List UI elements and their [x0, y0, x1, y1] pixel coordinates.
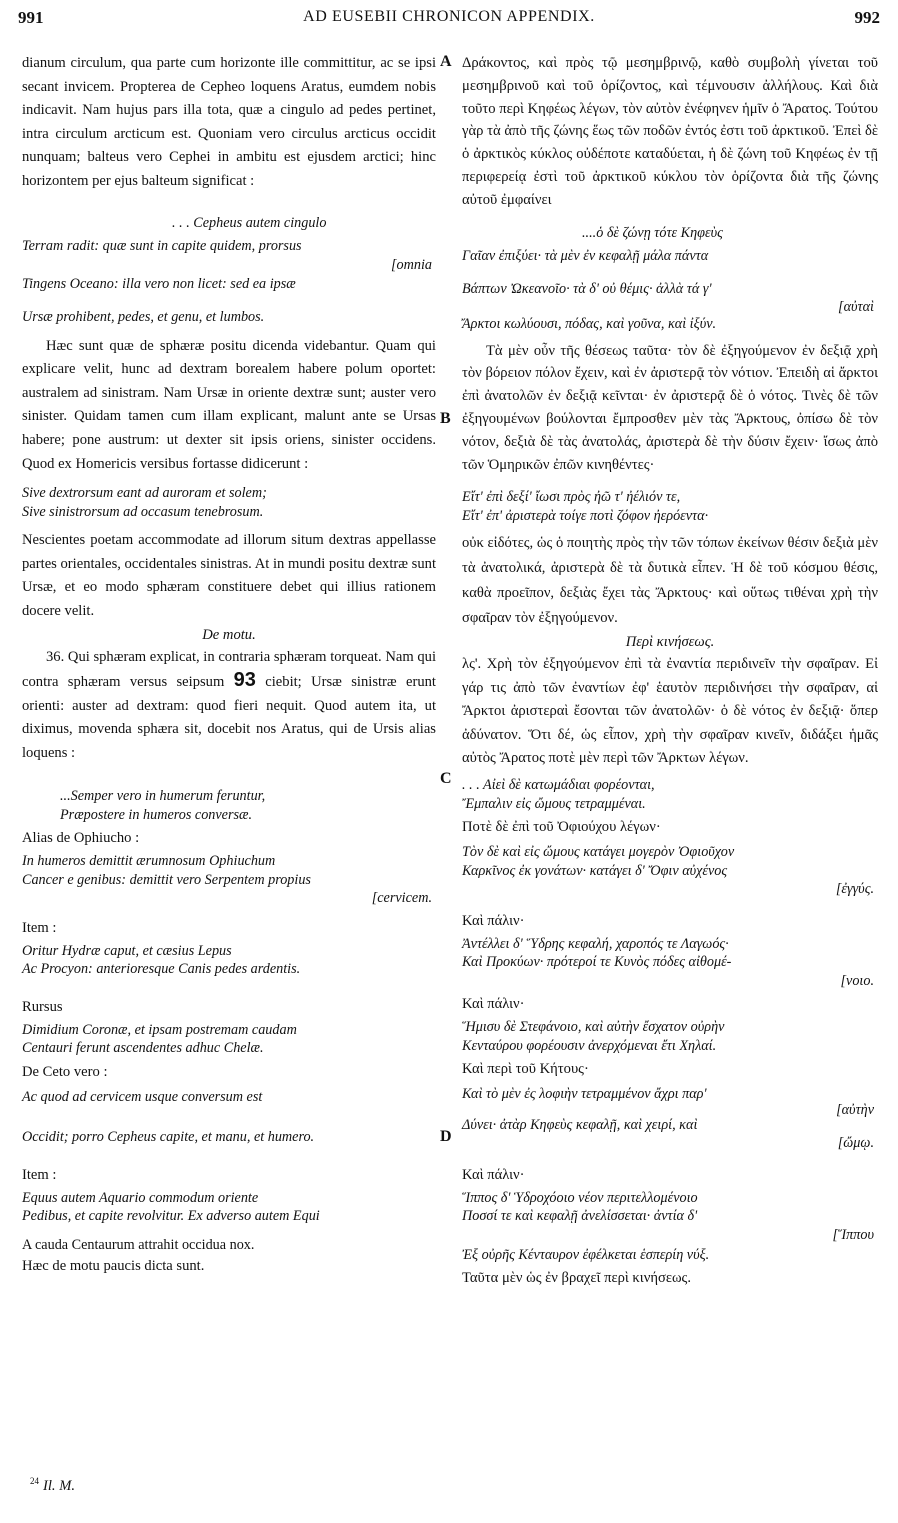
latin-label: Item : [22, 919, 57, 936]
greek-verse-line: Ἐξ οὐρῆς Κένταυρον ἐφέλκεται ἑσπερίη νύξ. [462, 1247, 710, 1264]
greek-verse-line: Ἵππος δ' Ὑδροχόοιο νέον περιτελλομένοιο [462, 1189, 698, 1206]
greek-paragraph: Δράκοντος, καὶ πρὸς τῷ μεσημβρινῷ, καθὸ συμβολὴ γίνεται τοῦ μεσημβρινοῦ καὶ τοῦ ὁρίζοντος, καὶ τέμνουσιν ἀλλήλους. Καὶ διὰ τοῦτο περὶ Κηφέως λέγων, τὸν αὐτὸν ἐνέφηνεν ἡμῖν ὁ Ἄρατος. Τούτου γὰρ τὰ ἀπὸ τῆς ζώνης ἕως τῶν ποδῶν ἐντός ἐστι τοῦ ἀρκτικοῦ. Ἐπεὶ δὲ ὁ ἀρκτικὸς κύκλος οὐδέποτε καταδύεται, ἡ δὲ ζώνη τοῦ Κηφέως ἐν τῇ περιφερείᾳ ἐστὶ τοῦ ἀρκτικοῦ κύκλου τὸν ὁρίζοντα διὰ τῆς ζώνης αὐτοῦ ἐμφαίνει [462, 55, 878, 208]
latin-label: Alias de Ophiucho : [22, 830, 140, 847]
section-heading-greek: Περὶ κινήσεως. [625, 634, 715, 651]
edition-page-number: 93 [233, 669, 256, 692]
greek-verse-line: Εἴτ' ἐπὶ δεξί' ἴωσι πρὸς ἠῶ τ' ἠέλιόν τε, [462, 489, 681, 506]
greek-verse-line: Ποσσί τε καὶ κεφαλῇ ἀνελίσσεται· ἀντία δ' [462, 1208, 698, 1225]
greek-verse-continuation: [νοιο. [840, 972, 874, 989]
latin-verse-continuation: [cervicem. [371, 890, 432, 907]
greek-label: Καὶ πάλιν· [462, 912, 525, 929]
latin-verse-line: Ac Procyon: anterioresque Canis pedes ardentis. [22, 961, 301, 978]
greek-verse-line: Ἄρκτοι κωλύουσι, πόδας, καὶ γοῦνα, καὶ ἰξύν. [462, 315, 717, 332]
footnote-mark: 24 [30, 1476, 39, 1486]
latin-paragraph: Hæc sunt quæ de sphæræ positu dicenda videbantur. Quam qui explicare velit, hunc ad dextram borealem habere polum oportet: australem ad sinistram. Nam Ursæ in oriente dextræ sunt; auster vero sinister. Quidam tamen cum illam explicant, malunt ante se Ursas habere; pone austrum: ut dexter sit ipsis oriens, sinister occidens. Quod ex Homericis versibus fortasse didicerunt : [22, 337, 436, 472]
greek-verse-line: Ἔμπαλιν εἰς ὤμους τετραμμέναι. [462, 795, 646, 812]
greek-label: Καὶ πάλιν· [462, 1166, 525, 1183]
greek-verse-line: Βάπτων Ὠκεανοῖο· τὰ δ' οὐ θέμις· ἀλλὰ τά γ' [462, 280, 712, 297]
latin-text: ciebit; Ursæ sinistræ erunt orienti: auster ad dextram: quod fieri nequit. Quod autem ita, ut diximus, movenda sphæra sit, docebit nos Aratus, qui de Ursis alias loquens : [22, 674, 436, 761]
margin-marker-d: D [440, 1128, 452, 1145]
latin-text: 36. Qui sphæram explicat, in contraria sphæram torqueat. Nam qui contra sphæram versus seipsum [22, 648, 436, 691]
greek-verse-line: Ἥμισυ δὲ Στεφάνοιο, καὶ αὐτὴν ἔσχατον οὐρὴν [462, 1019, 725, 1036]
latin-label: Item : [22, 1166, 57, 1183]
footnote-text: Il. M. [43, 1477, 76, 1494]
latin-column [22, 52, 436, 1278]
latin-verse-line: Ursæ prohibent, pedes, et genu, et lumbos. [22, 308, 265, 325]
greek-verse-line: Καὶ Προκύων· πρότεροί τε Κυνὸς πόδες αἰθομέ- [462, 954, 732, 971]
greek-verse-line: Καρκῖνος ἐκ γονάτων· κατάγει δ' Ὄφιν αὐχένος [462, 862, 728, 879]
greek-closing-line: Ταῦτα μὲν ὡς ἐν βραχεῖ περὶ κινήσεως. [462, 1270, 691, 1287]
latin-verse-line: Sive dextrorsum eant ad auroram et solem; [22, 485, 267, 502]
latin-verse-line: Equus autem Aquario commodum oriente [22, 1189, 259, 1206]
greek-verse-line: Ἀντέλλει δ' Ὕδρης κεφαλή, χαροπός τε Λαγωός· [462, 935, 729, 952]
greek-label: Καὶ πάλιν· [462, 996, 525, 1013]
latin-paragraph: dianum circulum, qua parte cum horizonte ille committitur, ac se ipsi secant invicem. Propterea de Cepheo loquens Aratus, eumdem nobis indicavit. Nam hujus pars illa tota, quæ a cingulo ad pedes pertinet, intra circulum arcticum est. Quoniam vero circulus arcticus occidit nunquam; balteus vero Cephei in ambitu est ejusdem arctici; hinc horizontem per ejus balteum significat : [22, 55, 436, 189]
latin-label: Rursus [22, 998, 63, 1015]
greek-verse-continuation: [ἐγγύς. [835, 881, 874, 898]
greek-verse-line: ....ὁ δὲ ζώνῃ τότε Κηφεὺς [582, 224, 723, 241]
greek-verse-line: Κενταύρου φορέουσιν ἀνερχόμεναι ἔτι Χηλαί. [462, 1037, 717, 1054]
latin-paragraph: Nescientes poetam accommodate ad illorum situm dextras appellasse partes orientales, occidentales sinistras. At in mundi positu dextræ sunt Ursæ, et eo modo sphæram constituere debet qui illius rationem docere velit. [22, 532, 436, 619]
greek-paragraph: οὐκ εἰδότες, ὡς ὁ ποιητὴς πρὸς τὴν τῶν τόπων ἐκείνων θέσιν δεξιὰ μὲν τὰ ἀνατολικά, ἀριστερὰ δὲ τὰ δυτικὰ εἶπεν. Ἡ δὲ τοῦ κόσμου θέσις, καθὰ προεῖπον, δεξιὰς ἔχει τὰς Ἄρκτους· καὶ οὕτως τιθέναι χρὴ τὴν σφαῖραν τὸν ἐξηγούμενον. [462, 535, 878, 627]
greek-verse-continuation: [Ἵππου [832, 1226, 874, 1243]
margin-marker-c: C [440, 770, 452, 787]
latin-verse-line: Cancer e genibus: demittit vero Serpentem propius [22, 871, 311, 888]
greek-column [462, 52, 878, 1290]
greek-verse-line: . . . Αἰεὶ δὲ κατωμάδιαι φορέονται, [462, 777, 655, 794]
latin-verse-continuation: [omnia [391, 256, 432, 273]
page-number-right: 992 [854, 8, 880, 27]
latin-verse-line: Centauri ferunt ascendentes adhuc Chelæ. [22, 1040, 264, 1057]
latin-verse-line: Præpostere in humeros conversæ. [60, 806, 253, 823]
latin-verse-line: Pedibus, et capite revolvitur. Ex adverso autem Equi [22, 1208, 320, 1225]
greek-label: Ποτὲ δὲ ἐπὶ τοῦ Ὀφιούχου λέγων· [462, 819, 661, 836]
latin-verse-line: Occidit; porro Cepheus capite, et manu, et humero. [22, 1129, 315, 1146]
greek-verse-continuation: [ὤμῳ. [837, 1135, 874, 1152]
greek-paragraph: Τὰ μὲν οὖν τῆς θέσεως ταῦτα· τὸν δὲ ἐξηγούμενον ἐν δεξιᾷ χρὴ τὸν βόρειον πόλον ἔχειν, καὶ ἐν ἀριστερᾷ τὸν νότιον. Ἐπειδὴ αἱ ἄρκτοι ἐπὶ ἀνατολῶν ἐν δεξιᾷ κεῖνται· ἐν ἀριστερᾷ δὲ ὁ νότος. Τινὲς δὲ τῶν ἐξηγουμένων βούλονται ἔμπροσθεν μὲν τὰς Ἄρκτους, ὀπίσω δὲ τὸν νότον, δεξιὰ δὲ τὰς ἀνατολάς, ἀριστερὰ δὲ τὴν δύσιν ἔχειν· ἴσως ἀπὸ τῶν Ὁμηρικῶν ἐπῶν κινηθέντες· [462, 342, 878, 473]
greek-verse-continuation: [αὐταὶ [838, 298, 874, 315]
running-header [18, 8, 880, 34]
latin-verse-line: Terram radit: quæ sunt in capite quidem, prorsus [22, 237, 302, 254]
running-title: AD EUSEBII CHRONICON APPENDIX. [303, 8, 595, 25]
greek-verse-line: Εἴτ' ἐπ' ἀριστερὰ τοίγε ποτὶ ζόφον ἠερόεντα· [462, 507, 709, 524]
latin-label: De Ceto vero : [22, 1063, 108, 1080]
greek-label: Καὶ περὶ τοῦ Κήτους· [462, 1061, 589, 1078]
latin-verse-line: In humeros demittit ærumnosum Ophiuchum [22, 853, 276, 870]
latin-verse-line: Tingens Oceano: illa vero non licet: sed ea ipsæ [22, 275, 296, 292]
greek-verse-line: Καὶ τὸ μὲν ἐς λοφιὴν τετραμμένον ἄχρι παρ' [462, 1086, 707, 1103]
latin-verse-line: A cauda Centaurum attrahit occidua nox. [22, 1236, 255, 1253]
margin-marker-a: A [440, 53, 452, 70]
greek-verse-continuation: [αὐτὴν [836, 1101, 874, 1118]
latin-verse-line: Dimidium Coronæ, et ipsam postremam caudam [22, 1021, 297, 1038]
greek-verse-line: Δύνει· ἀτὰρ Κηφεὺς κεφαλῇ, καὶ χειρί, καὶ [462, 1116, 698, 1133]
latin-verse-line: Oritur Hydræ caput, et cæsius Lepus [22, 942, 232, 959]
footnote [30, 1476, 75, 1495]
greek-paragraph: λς'. Χρὴ τὸν ἐξηγούμενον ἐπὶ τὰ ἐναντία περιδινεῖν τὴν σφαῖραν. Εἰ γάρ τις ἀπὸ τῶν ἐναντίων ἐφ' ἑαυτὸν περιδινήσει τὴν σφαῖραν, αἱ Ἄρκτοι ἀριστεραὶ ἔσονται τῶν ἀνατολῶν· ὁ δὲ νότος ἐν δεξιᾷ· ὅπερ ἀδύνατον. Ὅτι δέ, ὡς εἶπον, χρὴ τὴν σφαῖραν κινεῖν, διδάξει ἡμᾶς αὐτὸς Ἄρατος ποτὲ μὲν περὶ τῶν Ἄρκτων λέγων. [462, 656, 878, 766]
latin-verse-line: . . . Cepheus autem cingulo [172, 214, 327, 231]
greek-verse-line: Γαῖαν ἐπιξύει· τὰ μὲν ἐν κεφαλῇ μάλα πάντα [462, 247, 709, 264]
latin-verse-line: Ac quod ad cervicem usque conversum est [22, 1088, 263, 1105]
latin-paragraph [22, 646, 436, 766]
margin-marker-b: B [440, 410, 451, 427]
latin-closing-line: Hæc de motu paucis dicta sunt. [22, 1258, 205, 1275]
latin-verse-line: Sive sinistrorsum ad occasum tenebrosum. [22, 503, 264, 520]
latin-verse-line: ...Semper vero in humerum feruntur, [60, 788, 266, 805]
section-heading: De motu. [202, 626, 256, 643]
page-number-left: 991 [18, 8, 44, 27]
greek-verse-line: Τὸν δὲ καὶ εἰς ὤμους κατάγει μογερὸν Ὀφιοῦχον [462, 844, 735, 861]
